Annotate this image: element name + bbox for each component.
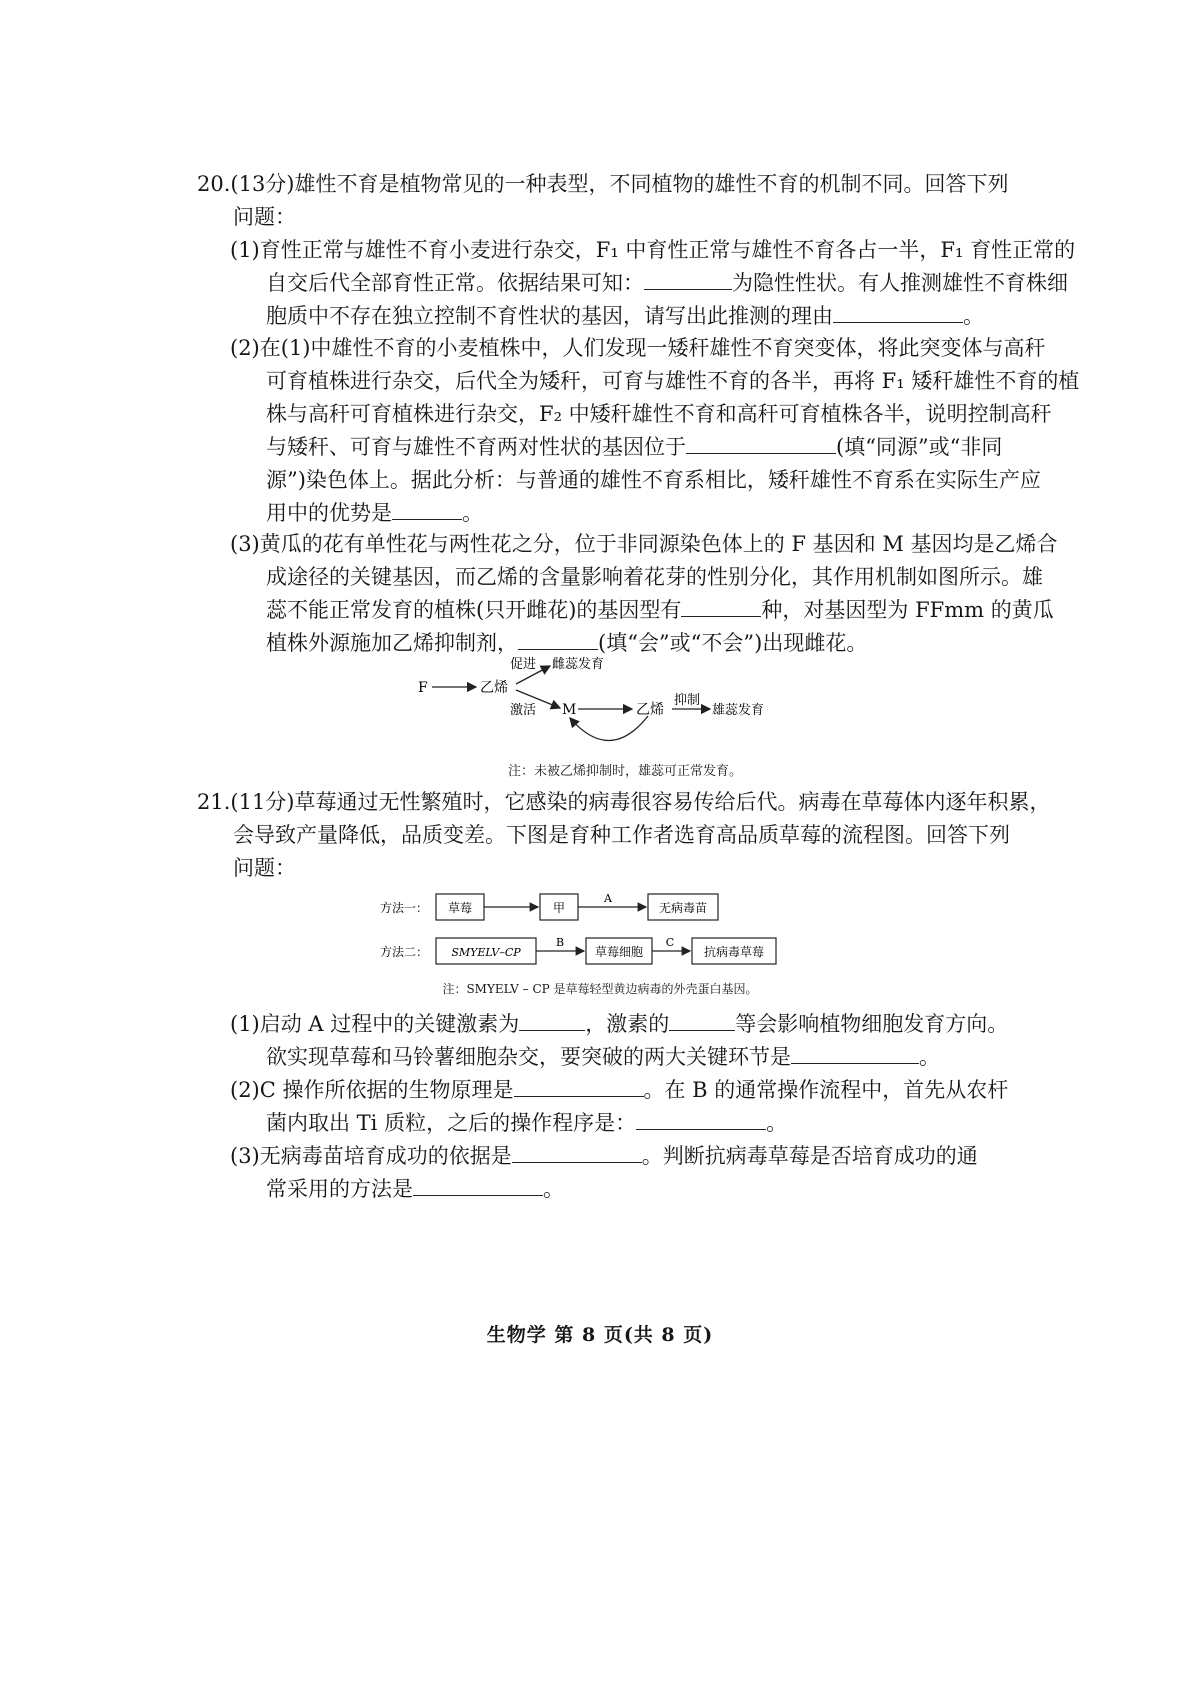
diagram-inhibit: 抑制 (674, 693, 701, 708)
answer-blank[interactable] (518, 631, 598, 650)
diagram-ethylene2: 乙烯 (636, 702, 664, 718)
diagram-female-dev: 雌蕊发育 (552, 657, 605, 672)
answer-blank[interactable] (791, 1045, 919, 1064)
q20-p1-line1: (1)育性正常与雄性不育小麦进行杂交，F₁ 中育性正常与雄性不育各占一半，F₁ 育性正常的 (230, 238, 1076, 262)
method1-label: 方法一： (380, 901, 429, 915)
diagram-male-dev: 雄蕊发育 (712, 703, 765, 718)
label-C: C (665, 936, 675, 949)
label-B: B (555, 936, 565, 949)
q21-part3 (230, 1140, 978, 1206)
method2-label: 方法二： (380, 945, 429, 959)
diagram-activate: 激活 (510, 703, 537, 718)
q21-p3-line2: 常采用的方法是 。 (266, 1177, 564, 1201)
q20-p2-line4: 与矮秆、可育与雄性不育两对性状的基因位于 (填“同源”或“非同 (266, 435, 1003, 459)
q20-note: 注：未被乙烯抑制时，雄蕊可正常发育。 (507, 764, 742, 779)
q20-head: 20.(13分)雄性不育是植物常见的一种表型，不同植物的雄性不育的机制不同。回答下列 (197, 172, 1009, 196)
q20-p1-line3: 胞质中不存在独立控制不育性状的基因，请写出此推测的理由 。 (266, 304, 984, 328)
answer-blank[interactable] (644, 271, 732, 290)
answer-blank[interactable] (833, 304, 963, 323)
q20-p3-line3: 蕊不能正常发育的植株(只开雌花)的基因型有 种，对基因型为 FFmm 的黄瓜 (266, 598, 1054, 622)
q21-part2 (230, 1074, 1008, 1140)
q20-p2-line1: (2)在(1)中雄性不育的小麦植株中，人们发现一矮秆雄性不育突变体，将此突变体与高秆 (230, 336, 1046, 360)
breeding-flow-chart (380, 886, 800, 976)
answer-blank[interactable] (686, 435, 836, 454)
q21-p2-line2: 菌内取出 Ti 质粒，之后的操作程序是： 。 (266, 1111, 788, 1135)
q20-p3-line4: 植株外源施加乙烯抑制剂， (填“会”或“不会”)出现雌花。 (266, 631, 868, 655)
q20-part2 (230, 332, 1079, 530)
q20-p2-line5: 源”)染色体上。据此分析：与普通的雄性不育系相比，矮秆雄性不育系在实际生产应 (266, 468, 1041, 492)
box-cell-text: 草莓细胞 (594, 945, 644, 959)
q21-part1 (230, 1008, 1008, 1074)
answer-blank[interactable] (392, 501, 462, 520)
diagram-M: M (562, 702, 577, 718)
q20-part1 (230, 234, 1075, 333)
page-footer: 生物学 第 8 页(共 8 页) (486, 1324, 714, 1346)
q21-head: 21.(11分)草莓通过无性繁殖时，它感染的病毒很容易传给后代。病毒在草莓体内逐年积累， (197, 790, 1051, 814)
box-virus-free-text: 无病毒苗 (658, 901, 708, 915)
diagram-ethylene1: 乙烯 (480, 680, 508, 696)
q20-p3-line1: (3)黄瓜的花有单性花与两性花之分，位于非同源染色体上的 F 基因和 M 基因均是乙烯合 (230, 532, 1058, 556)
box-gene-text: SMYELV–CP (451, 946, 521, 959)
answer-blank[interactable] (514, 1078, 644, 1097)
q20-p2-line2: 可育植株进行杂交，后代全为矮秆，可育与雄性不育的各半，再将 F₁ 矮秆雄性不育的植 (266, 369, 1080, 393)
q20-p2-line3: 株与高秆可育植株进行杂交，F₂ 中矮秆雄性不育和高秆可育植株各半，说明控制高秆 (266, 402, 1052, 426)
q21-note: 注：SMYELV – CP 是草莓轻型黄边病毒的外壳蛋白基因。 (442, 982, 758, 996)
q21-p2-line1: (2)C 操作所依据的生物原理是 。在 B 的通常操作流程中，首先从农杆 (230, 1078, 1009, 1102)
q21-stem (197, 786, 1051, 885)
answer-blank[interactable] (512, 1144, 642, 1163)
diagram-F: F (418, 680, 428, 696)
q21-p1-line2: 欲实现草莓和马铃薯细胞杂交，要突破的两大关键环节是 。 (266, 1045, 940, 1069)
answer-blank[interactable] (636, 1111, 766, 1130)
ethylene-mechanism-diagram (410, 652, 790, 752)
feedback-arc (570, 716, 648, 741)
box-strawberry-text: 草莓 (447, 901, 473, 915)
q20-part3 (230, 528, 1058, 660)
box-jia-text: 甲 (552, 901, 566, 915)
q20-stem (197, 168, 1017, 234)
q20-p3-line2: 成途径的关键基因，而乙烯的含量影响着花芽的性别分化，其作用机制如图所示。雄 (266, 565, 1043, 589)
diagram-promote: 促进 (510, 657, 537, 672)
label-A: A (604, 892, 612, 905)
answer-blank[interactable] (681, 598, 761, 617)
q20-p2-line6: 用中的优势是 。 (266, 501, 483, 525)
answer-blank[interactable] (519, 1012, 585, 1031)
answer-blank[interactable] (669, 1012, 735, 1031)
q21-head-line3: 问题： (233, 856, 296, 880)
q21-p3-line1: (3)无病毒苗培育成功的依据是 。判断抗病毒草莓是否培育成功的通 (230, 1144, 978, 1168)
q20-head-cont: 问题： (233, 205, 296, 229)
answer-blank[interactable] (413, 1177, 543, 1196)
box-resistant-text: 抗病毒草莓 (703, 945, 765, 959)
q20-p1-line2: 自交后代全部育性正常。依据结果可知： 为隐性性状。有人推测雄性不育株细 (266, 271, 1068, 295)
q21-head-line2: 会导致产量降低，品质变差。下图是育种工作者选育高品质草莓的流程图。回答下列 (233, 823, 1010, 847)
q21-p1-line1: (1)启动 A 过程中的关键激素为 ，激素的 等会影响植物细胞发育方向。 (230, 1012, 1009, 1036)
